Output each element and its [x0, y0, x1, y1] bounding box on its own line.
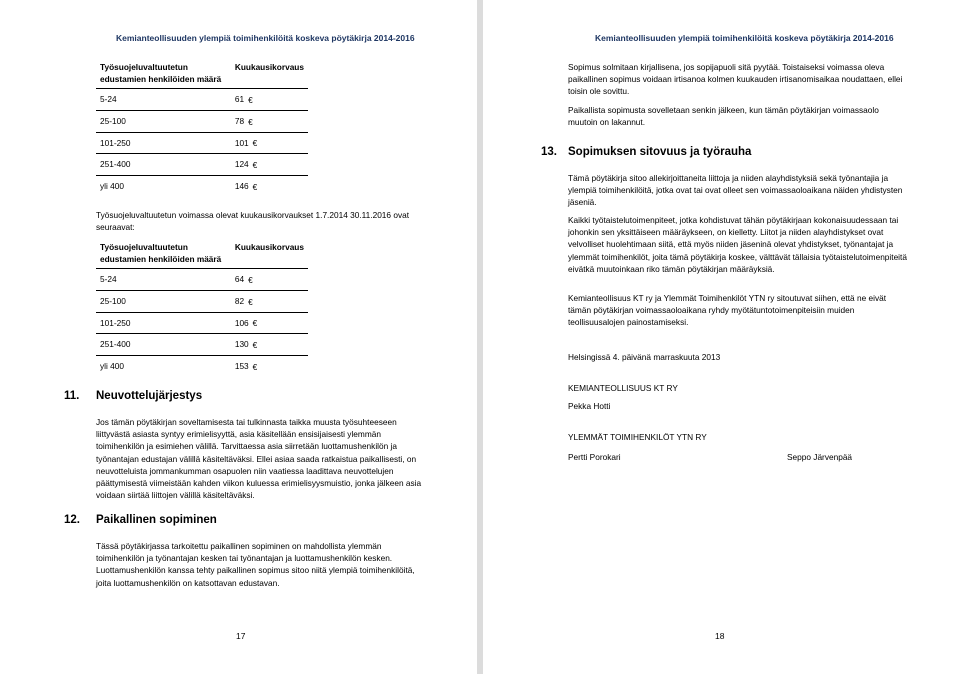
- page-left: [0, 0, 477, 674]
- table-row: [96, 110, 308, 132]
- euro-icon: €: [252, 340, 258, 351]
- table-head-compensation: Kuukausikorvaus: [234, 242, 304, 252]
- table-head-persons: Työsuojeluvaltuutetun edustamien henkilöiden määrä: [100, 62, 222, 84]
- compensation-table-old: [96, 58, 308, 197]
- table-cell-value: 153 €: [231, 356, 308, 377]
- section-text-12: Tässä pöytäkirjassa tarkoitettu paikallinen sopiminen on mahdollista ylemmän toimihenkilön ja työnantajan kesken tai työnantajan ja luottamushenkilön kesken. Luottamushenkilön kanssa tehty paikallinen sopimus sitoo niitä ylempiä toimihenkilöitä, joita luottamushenkilön on katsottavan edustavan.: [96, 541, 415, 588]
- local-agreement-para-2: Paikallista sopimusta sovelletaan senkin jälkeen, kun tämän pöytäkirjan voimassaolo muutoin on lakannut.: [568, 105, 879, 128]
- section-13-para-1: Tämä pöytäkirja sitoo allekirjoittaneita liittoja ja niiden alayhdistyksiä sekä työnantajia ja ylempiä toimihenkilöitä, jotka ovat tai ovat olleet sen voimassaoloaikana näiden yhdistysten jäseniä.: [568, 173, 903, 208]
- section-number-13: 13.: [541, 146, 557, 158]
- euro-icon: €: [248, 116, 253, 127]
- table-cell-value: 106 €: [231, 312, 308, 334]
- table-header-row: [96, 238, 308, 269]
- table-cell-value: 82 €: [231, 290, 308, 312]
- table-header-row: [96, 58, 308, 89]
- table-row: [96, 89, 308, 111]
- local-agreement-para-1: Sopimus solmitaan kirjallisena, jos sopijapuoli sitä pyytää. Toistaiseksi voimassa oleva paikallinen sopimus voidaan irtisanoa kolmen kuukauden irtisanomisaikaa noudattaen, ellei toisin ole sovittu.: [568, 62, 903, 97]
- organization-ytn: YLEMMÄT TOIMIHENKILÖT YTN RY: [568, 432, 707, 442]
- table-row: [96, 269, 308, 291]
- table-cell-range: 251-400: [96, 334, 231, 356]
- signature-ytn-2: Seppo Järvenpää: [787, 452, 853, 462]
- table-row: [96, 356, 308, 377]
- table-row: [96, 132, 308, 154]
- table-row: [96, 334, 308, 356]
- table-cell-value: 146 €: [231, 176, 308, 197]
- table-cell-value: 124 €: [231, 154, 308, 176]
- section-13-para-3: Kemianteollisuus KT ry ja Ylemmät Toimihenkilöt YTN ry sitoutuvat siihen, että ne eivät tämän pöytäkirjan voimassaoloaikana ryhdy myötätuntotoimenpiteisiin muiden teollisuusalojen painostamiseksi.: [568, 293, 887, 328]
- section-title-11: Neuvottelujärjestys: [96, 390, 203, 402]
- euro-icon: €: [248, 94, 253, 105]
- table-head-compensation: Kuukausikorvaus: [234, 62, 304, 72]
- euro-icon: €: [248, 296, 253, 307]
- section-number-11: 11.: [64, 390, 80, 402]
- euro-icon: €: [252, 138, 258, 149]
- signature-kt: Pekka Hotti: [568, 401, 611, 411]
- table-cell-range: 101-250: [96, 312, 231, 334]
- euro-icon: €: [248, 274, 253, 285]
- section-title-13: Sopimuksen sitovuus ja työrauha: [568, 146, 752, 158]
- euro-icon: €: [252, 362, 258, 373]
- section-number-12: 12.: [64, 514, 80, 526]
- organization-kt: KEMIANTEOLLISUUS KT RY: [568, 383, 678, 393]
- compensation-intro: Työsuojeluvaltuutetun voimassa olevat kuukausikorvaukset 1.7.2014 30.11.2016 ovat seuraavat:: [96, 210, 410, 233]
- place-and-date: Helsingissä 4. päivänä marraskuuta 2013: [568, 352, 721, 362]
- euro-icon: €: [252, 160, 258, 171]
- table-cell-range: 251-400: [96, 154, 231, 176]
- table-cell-range: 5-24: [96, 269, 231, 291]
- section-13-para-2: Kaikki työtaistelutoimenpiteet, jotka kohdistuvat tähän pöytäkirjaan kokonaisuudessaan tai johonkin sen yksittäiseen määräykseen, on kielletty. Liitot ja niiden alayhdistykset ovat velvolliset huolehtimaan siitä, että myös niiden jäseninä olevat yhdistykset, työnantajat ja ylemmät toimihenkilöt, joita tämä pöytäkirja koskee, välttävät tällaisia työtaistelutoimenpiteitä eivätkä muutoinkaan riko tämän pöytäkirjan määräyksiä.: [568, 215, 907, 274]
- euro-icon: €: [252, 318, 258, 329]
- section-title-12: Paikallinen sopiminen: [96, 514, 217, 526]
- compensation-table-new: [96, 238, 308, 377]
- table-cell-range: 101-250: [96, 132, 231, 154]
- table-row: [96, 290, 308, 312]
- table-cell-value: 64 €: [231, 269, 308, 291]
- euro-icon: €: [252, 182, 258, 193]
- page-right: [483, 0, 960, 674]
- page-header: Kemianteollisuuden ylempiä toimihenkilöitä koskeva pöytäkirja 2014-2016: [116, 33, 415, 43]
- page-header: Kemianteollisuuden ylempiä toimihenkilöitä koskeva pöytäkirja 2014-2016: [595, 33, 894, 43]
- table-cell-range: 25-100: [96, 290, 231, 312]
- table-row: [96, 312, 308, 334]
- table-head-persons: Työsuojeluvaltuutetun edustamien henkilöiden määrä: [100, 242, 222, 264]
- table-cell-value: 78 €: [231, 110, 308, 132]
- signature-ytn-1: Pertti Porokari: [568, 452, 621, 462]
- page-number: 17: [236, 631, 246, 641]
- table-cell-range: yli 400: [96, 176, 231, 197]
- table-cell-value: 61 €: [231, 89, 308, 111]
- table-row: [96, 176, 308, 197]
- table-cell-range: 5-24: [96, 89, 231, 111]
- page-number: 18: [715, 631, 725, 641]
- table-cell-value: 130 €: [231, 334, 308, 356]
- table-cell-value: 101 €: [231, 132, 308, 154]
- table-row: [96, 154, 308, 176]
- table-cell-range: yli 400: [96, 356, 231, 377]
- section-text-11: Jos tämän pöytäkirjan soveltamisesta tai tulkinnasta taikka muusta työsuhteeseen liittyvästä asiasta syntyy erimielisyyttä, asia käsitellään ensisijaisesti ylemmän toimihenkilön ja esimiehen välillä. Tarvittaessa asia siirretään luottamushenkilön ja työnantajan edustajan välillä käsiteltäväksi. Ellei asiaa saada ratkaistua paikallisesti, on neuvotteluista jommankumman osapuolen niin vaatiessa laadittava neuvottelujen päättymisestä viimeistään kahden viikon kuluessa erimielisyysmuistio, jonka jälkeen asia voidaan siirtää liittojen välillä käsiteltäväksi.: [96, 417, 422, 501]
- table-cell-range: 25-100: [96, 110, 231, 132]
